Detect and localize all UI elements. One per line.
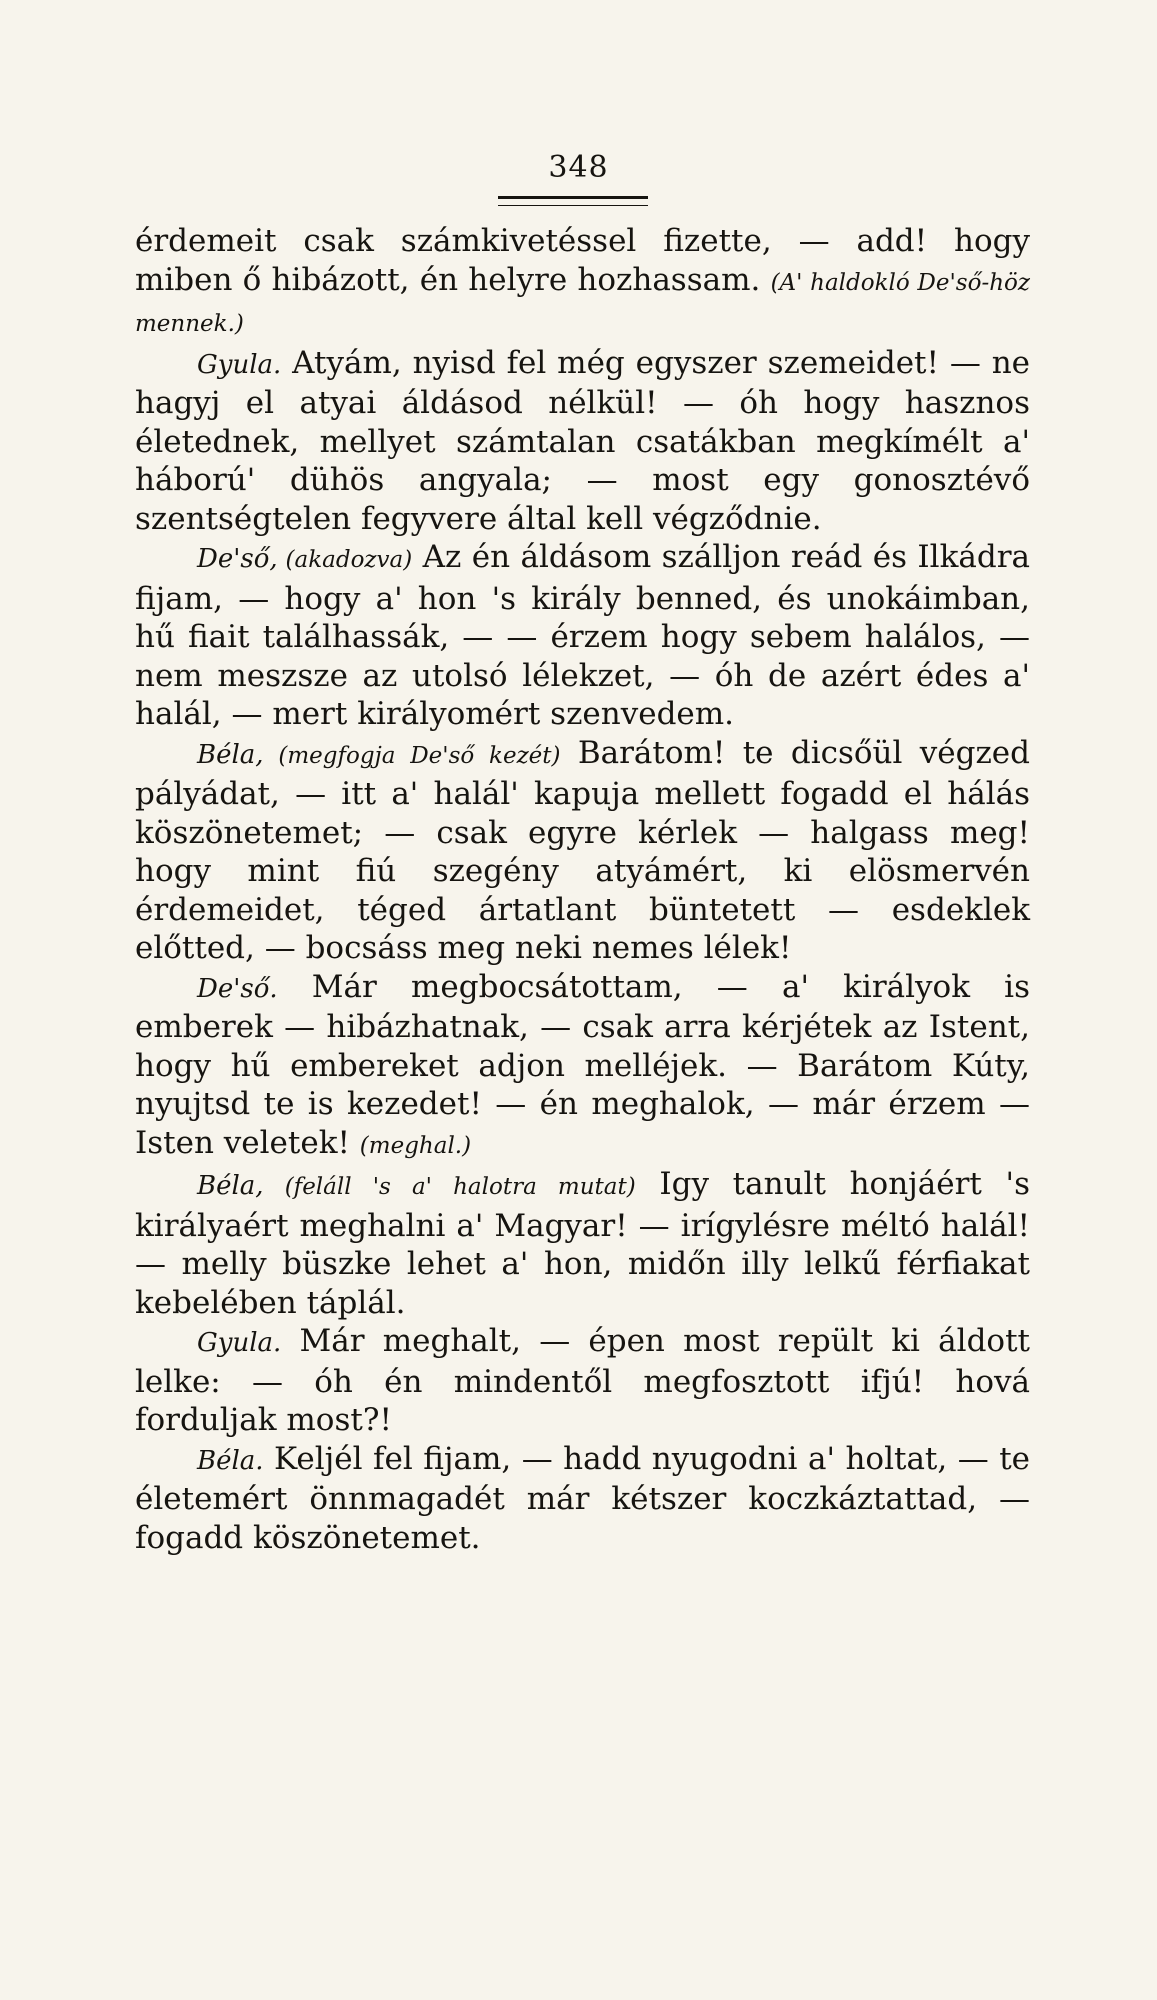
dialogue-text: Barátom! te dicsőül végzed pályádat, — itt a' halál' kapuja mellett fogadd el hálás köszönetemet; — csak egyre kérlek — halgass meg! hogy mint fiú szegény atyámért, ki elösmervén érdemeidet, téged ártatlant büntetett — esdeklek előtted, — bocsáss meg neki nemes lélek! <box>135 734 1030 966</box>
page-number: 348 <box>548 150 609 185</box>
dialogue-text: Keljél fel fijam, — hadd nyugodni a' holtat, — te életemért önnmagadét már kétszer koczkáztattad, — fogadd köszönetemet. <box>135 1440 1030 1556</box>
speaker-name: Béla. <box>197 1445 264 1476</box>
speaker-name: Béla, <box>197 1171 264 1201</box>
dialogue-text: Atyám, nyisd fel még egyszer szemeidet! — ne hagyj el atyai áldásod nélkül! — óh hogy hasznos életednek, mellyet számtalan csatákban megkímélt a' háború' dühös angyala; — most egy gonosztévő szentségtelen fegyvere által kell végződnie. <box>135 344 1030 537</box>
paragraph <box>135 1440 1030 1558</box>
stage-direction: (akadozva) <box>277 547 413 573</box>
stage-direction: (meghal.) <box>359 1132 472 1159</box>
speaker-name: Gyula. <box>197 349 282 380</box>
paragraph <box>135 734 1030 968</box>
dialogue-text: Már meghalt, — épen most repült ki áldott lelke: — óh én mindentől megfosztott ifjú! hová forduljak most?! <box>135 1323 1030 1438</box>
speaker-name: De'ső, <box>197 544 278 574</box>
dialogue-text: Igy tanult honjáért 's királyaért meghalni a' Magyar! — irígylésre méltó halál! — melly büszke lehet a' hon, midőn illy lelkű férfiakat kebelében táplál. <box>135 1166 1030 1321</box>
dialogue-text: Már megbocsátottam, — a' királyok is emberek — hibázhatnak, — csak arra kérjétek az Istent, hogy hű embereket adjon melléjek. — Barátom Kúty, nyujtsd te is kezedet! — én meghalok, — már érzem — Isten veletek! <box>135 968 1030 1161</box>
header-rule <box>498 196 648 206</box>
paragraph <box>135 538 1030 734</box>
speaker-name: Gyula. <box>197 1328 282 1358</box>
speaker-name: De'ső. <box>197 973 278 1004</box>
paragraph <box>135 1165 1030 1322</box>
paragraph <box>135 344 1030 539</box>
stage-direction: (feláll 's a' halotra mutat) <box>263 1174 636 1200</box>
dialogue-text: érdemeit csak számkivetéssel fizette, — add! hogy miben ő hibázott, én helyre hozhassam. <box>135 223 1030 298</box>
paragraph <box>135 222 1030 344</box>
paragraph <box>135 1322 1030 1440</box>
paragraph <box>135 968 1030 1166</box>
body-text <box>135 222 1030 1557</box>
speaker-name: Béla, <box>197 739 264 770</box>
stage-direction: (megfogja De'ső kezét) <box>263 742 561 769</box>
stage-direction: (A' haldokló De'ső-höz mennek.) <box>135 269 1030 337</box>
dialogue-text: Az én áldásom szálljon reád és Ilkádra fijam, — hogy a' hon 's király benned, és unokáimban, hű fiait találhassák, — — érzem hogy sebem halálos, — nem meszsze az utolsó lélekzet, — óh de azért édes a' halál, — mert királyomért szenvedem. <box>135 539 1031 732</box>
